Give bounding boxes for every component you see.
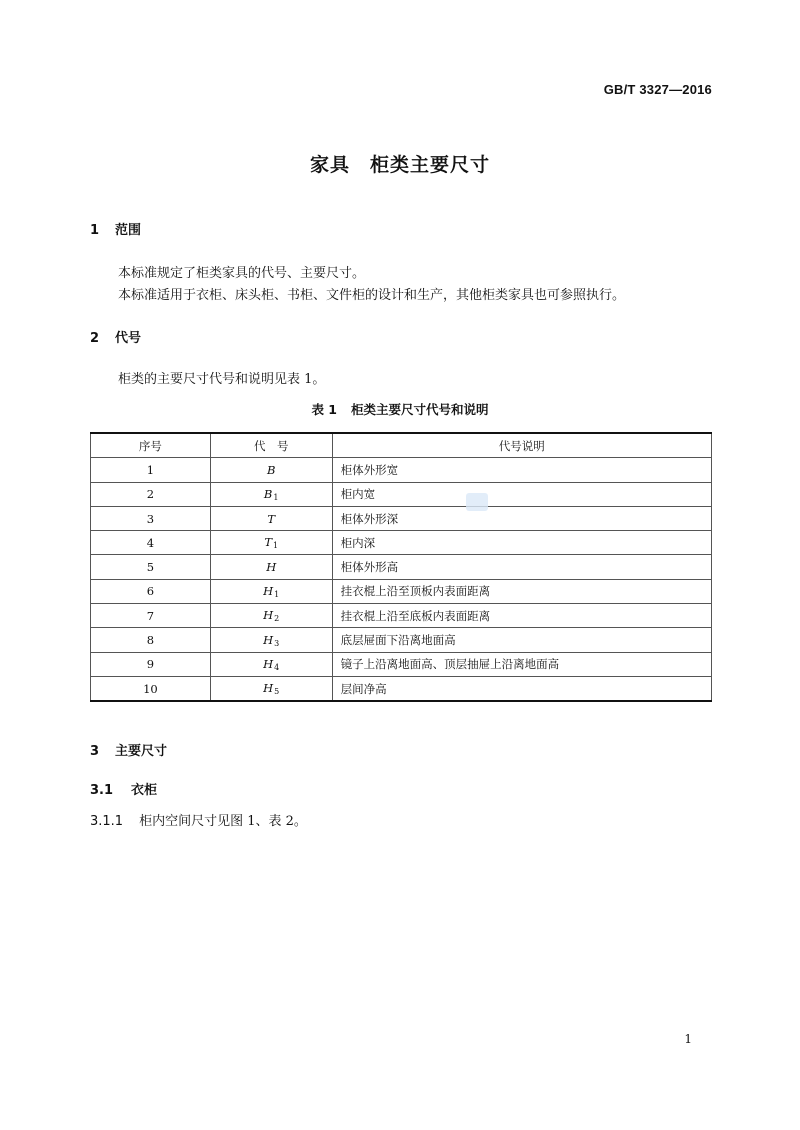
section-2-heading bbox=[90, 327, 141, 346]
section-3-1-heading bbox=[90, 779, 157, 798]
section-3-heading bbox=[90, 740, 167, 759]
row-serial: 3 bbox=[91, 506, 211, 530]
code-subscript: 1 bbox=[274, 589, 280, 599]
row-serial: 8 bbox=[91, 628, 211, 652]
code-symbol: T bbox=[267, 511, 276, 526]
code-subscript: 1 bbox=[272, 541, 279, 551]
section-title: 范围 bbox=[115, 223, 142, 238]
clause-number: 3.1.1 bbox=[90, 814, 124, 829]
section-1-heading bbox=[90, 219, 141, 238]
code-symbol: B bbox=[266, 462, 276, 477]
table-row bbox=[91, 531, 712, 555]
row-code bbox=[210, 531, 332, 555]
header-serial: 序号 bbox=[91, 433, 211, 458]
table-header-row bbox=[91, 433, 712, 458]
section-number: 2 bbox=[90, 331, 100, 346]
row-description: 镜子上沿离地面高、顶层抽屉上沿离地面高 bbox=[332, 652, 711, 676]
watermark-badge bbox=[466, 493, 488, 511]
row-description: 柜体外形深 bbox=[332, 506, 711, 530]
table-row bbox=[91, 458, 712, 482]
standard-code: GB/T 3327—2016 bbox=[603, 82, 712, 97]
code-paragraph: 柜类的主要尺寸代号和说明见表 1。 bbox=[118, 372, 326, 387]
row-serial: 1 bbox=[91, 458, 211, 482]
table-row bbox=[91, 604, 712, 628]
code-subscript: 3 bbox=[274, 638, 280, 648]
scope-paragraph-1: 本标准规定了柜类家具的代号、主要尺寸。 bbox=[118, 266, 366, 281]
code-subscript: 2 bbox=[274, 614, 280, 624]
row-code bbox=[210, 579, 332, 603]
row-serial: 4 bbox=[91, 531, 211, 555]
scope-paragraph-2: 本标准适用于衣柜、床头柜、书柜、文件柜的设计和生产，其他柜类家具也可参照执行。 bbox=[118, 288, 626, 303]
table-title: 柜类主要尺寸代号和说明 bbox=[351, 402, 489, 417]
row-serial: 2 bbox=[91, 482, 211, 506]
row-description: 挂衣棍上沿至底板内表面距离 bbox=[332, 604, 711, 628]
row-code bbox=[210, 506, 332, 530]
table-body bbox=[91, 458, 712, 701]
row-description: 层间净高 bbox=[332, 676, 711, 701]
row-code bbox=[210, 628, 332, 652]
section-title: 主要尺寸 bbox=[115, 744, 168, 759]
table-1-caption bbox=[0, 400, 800, 418]
table-row bbox=[91, 652, 712, 676]
row-description: 柜内宽 bbox=[332, 482, 711, 506]
row-serial: 9 bbox=[91, 652, 211, 676]
clause-3-1-1 bbox=[90, 810, 307, 829]
table-number: 表 1 bbox=[311, 402, 338, 417]
code-subscript: 5 bbox=[274, 687, 280, 697]
code-subscript: 1 bbox=[273, 492, 279, 502]
header-code: 代 号 bbox=[210, 433, 332, 458]
row-description: 底层屉面下沿离地面高 bbox=[332, 628, 711, 652]
code-symbol: H bbox=[266, 560, 277, 575]
clause-text: 柜内空间尺寸见图 1、表 2。 bbox=[139, 814, 307, 829]
row-description: 柜体外形高 bbox=[332, 555, 711, 579]
code-symbol: H bbox=[263, 632, 274, 647]
code-symbol: H bbox=[263, 608, 274, 623]
code-subscript: 4 bbox=[274, 662, 280, 672]
section-number: 1 bbox=[90, 223, 100, 238]
row-code bbox=[210, 652, 332, 676]
row-serial: 7 bbox=[91, 604, 211, 628]
row-code bbox=[210, 458, 332, 482]
row-serial: 5 bbox=[91, 555, 211, 579]
row-description: 挂衣棍上沿至顶板内表面距离 bbox=[332, 579, 711, 603]
header-description: 代号说明 bbox=[332, 433, 711, 458]
row-serial: 10 bbox=[91, 676, 211, 701]
table-row bbox=[91, 579, 712, 603]
table-row bbox=[91, 482, 712, 506]
row-description: 柜体外形宽 bbox=[332, 458, 711, 482]
section-title: 代号 bbox=[115, 331, 142, 346]
code-symbol: B bbox=[263, 486, 273, 501]
section-number: 3 bbox=[90, 744, 100, 759]
row-code bbox=[210, 604, 332, 628]
code-table bbox=[90, 432, 712, 702]
table-row bbox=[91, 676, 712, 701]
code-symbol: H bbox=[263, 681, 274, 696]
section-title: 衣柜 bbox=[131, 783, 158, 798]
row-serial: 6 bbox=[91, 579, 211, 603]
section-number: 3.1 bbox=[90, 783, 114, 798]
document-title: 家具 柜类主要尺寸 bbox=[309, 154, 490, 176]
table-row bbox=[91, 555, 712, 579]
table-row bbox=[91, 628, 712, 652]
code-symbol: H bbox=[263, 656, 274, 671]
row-code bbox=[210, 676, 332, 701]
row-description: 柜内深 bbox=[332, 531, 711, 555]
code-symbol: T bbox=[264, 535, 272, 550]
table-row bbox=[91, 506, 712, 530]
page-number: 1 bbox=[684, 1032, 692, 1046]
row-code bbox=[210, 555, 332, 579]
code-symbol: H bbox=[263, 583, 274, 598]
row-code bbox=[210, 482, 332, 506]
